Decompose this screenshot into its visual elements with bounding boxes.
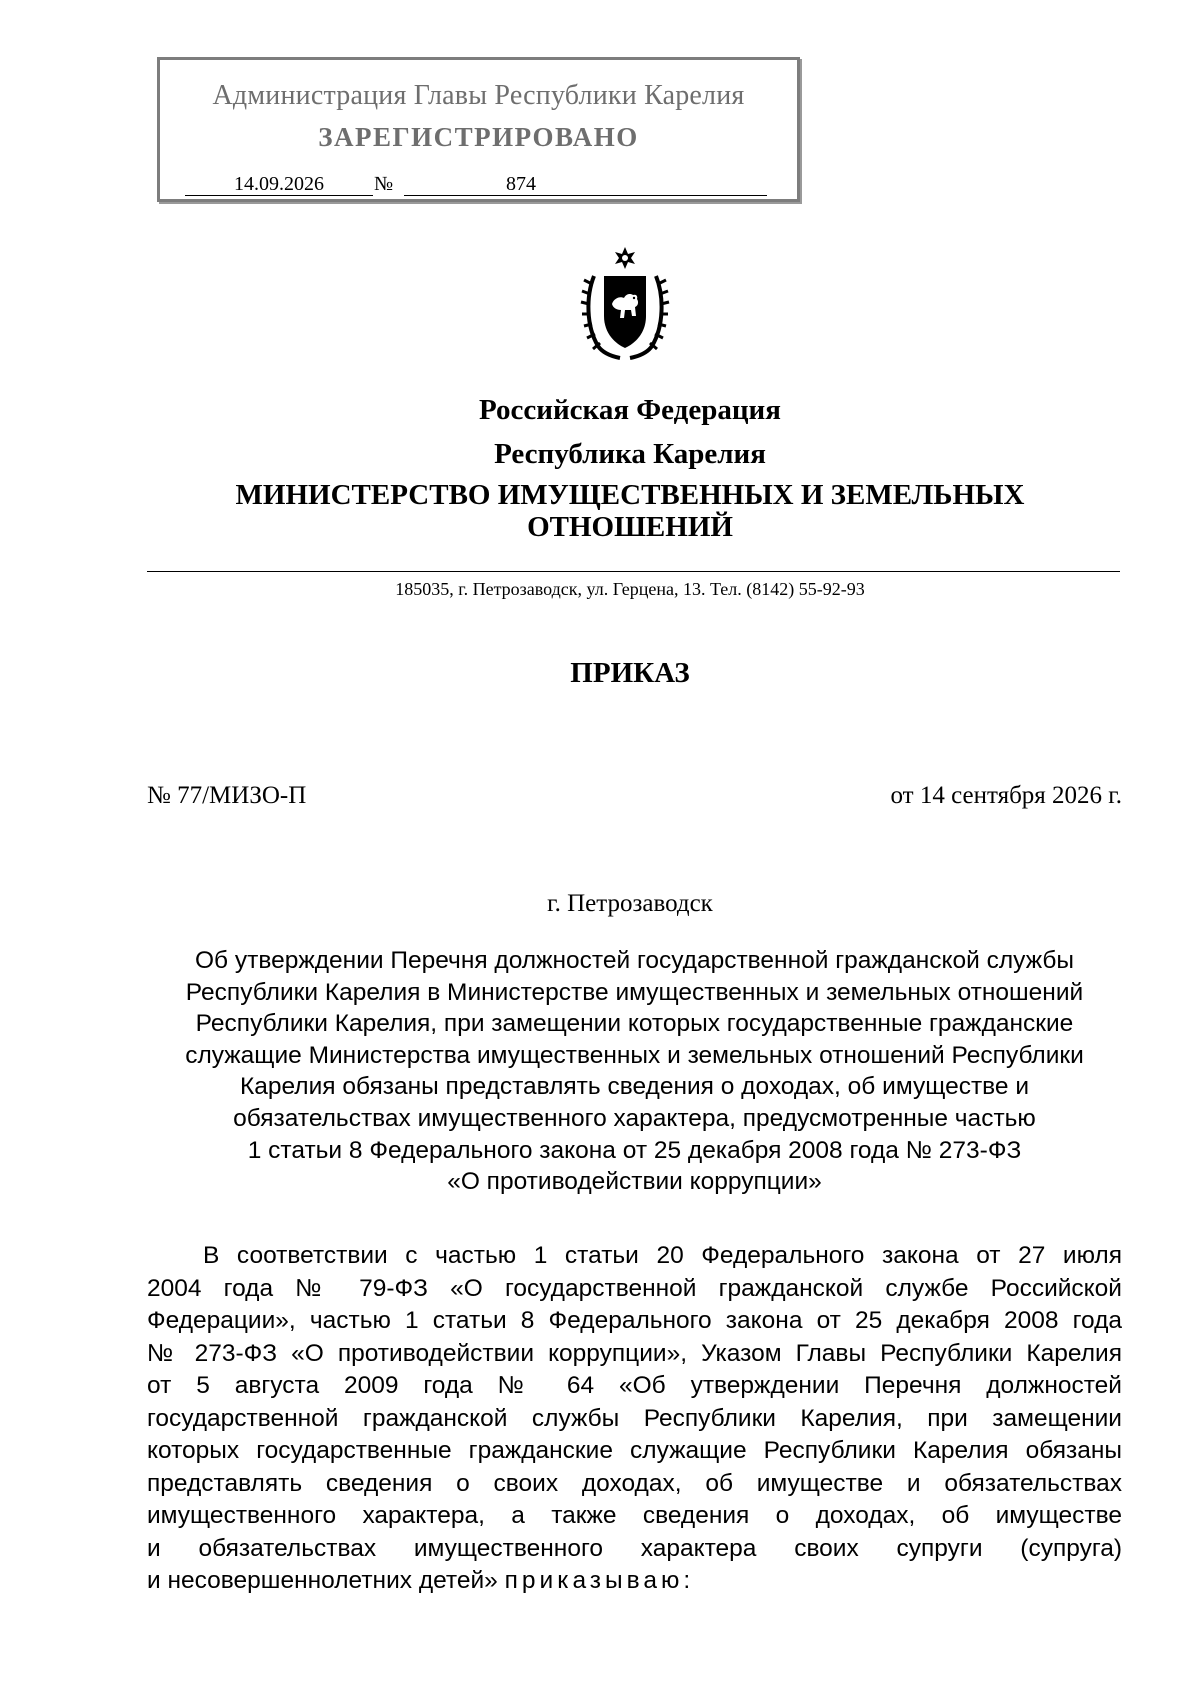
header-divider: [147, 571, 1120, 572]
body-line: государственной гражданской службы Республики Карелия, при замещении: [147, 1404, 1122, 1432]
body-last-line: [147, 1565, 1122, 1598]
body-line: № 273-ФЗ «О противодействии коррупции», Указом Главы Республики Карелия: [147, 1339, 1122, 1367]
subject-line: 1 статьи 8 Федерального закона от 25 декабря 2008 года № 273-ФЗ: [247, 1136, 1022, 1164]
country-heading: Российская Федерация: [479, 394, 781, 426]
subject-line: Республики Карелия в Министерстве имущественных и земельных отношений: [185, 978, 1084, 1006]
stamp-date: 14.09.2026: [185, 173, 373, 196]
body-line: представлять сведения о своих доходах, об имуществе и обязательствах: [147, 1469, 1122, 1497]
ministry-address: 185035, г. Петрозаводск, ул. Герцена, 13. Тел. (8142) 55-92-93: [395, 579, 865, 599]
republic-of-karelia-coat-of-arms-icon: [580, 246, 670, 361]
stamp-number: 874: [404, 173, 767, 196]
ministry-heading-line2: ОТНОШЕНИЙ: [527, 511, 733, 543]
registration-stamp: [157, 57, 800, 202]
stamp-registered-label: ЗАРЕГИСТРИРОВАНО: [318, 122, 639, 152]
body-line: от 5 августа 2009 года № 64 «Об утверждении Перечня должностей: [147, 1372, 1122, 1399]
subject-line: Об утверждении Перечня должностей государственной гражданской службы: [195, 947, 1074, 974]
order-preamble: [147, 1240, 1122, 1598]
body-line: В соответствии с частью 1 статьи 20 Федерального закона от 27 июля: [203, 1242, 1122, 1269]
document-title: ПРИКАЗ: [570, 657, 690, 689]
subject-line: Карелия обязаны представлять сведения о доходах, об имуществе и: [239, 1073, 1030, 1101]
ministry-heading-line1: МИНИСТЕРСТВО ИМУЩЕСТВЕННЫХ И ЗЕМЕЛЬНЫХ: [235, 479, 1025, 511]
body-line: которых государственные гражданские служащие Республики Карелия обязаны: [147, 1437, 1122, 1464]
subject-line: Республики Карелия, при замещении которых государственные гражданские: [195, 1010, 1074, 1038]
subject-line: обязательствах имущественного характера, предусмотренные частью: [233, 1104, 1036, 1132]
subject-line: «О противодействии коррупции»: [447, 1168, 822, 1196]
issue-city: г. Петрозаводск: [547, 890, 713, 917]
body-last-text: и несовершеннолетних детей»: [147, 1567, 498, 1594]
order-date: от 14 сентября 2026 г.: [890, 782, 1122, 809]
order-verb: приказываю:: [504, 1567, 695, 1594]
body-line: 2004 года № 79-ФЗ «О государственной гражданской службе Российской: [147, 1274, 1122, 1302]
body-line: Федерации», частью 1 статьи 8 Федерального закона от 25 декабря 2008 года: [147, 1307, 1122, 1334]
body-line: и обязательствах имущественного характера своих супруги (супруга): [147, 1534, 1122, 1562]
order-subject: [147, 945, 1122, 1198]
region-heading: Республика Карелия: [494, 438, 766, 470]
star-icon: [615, 247, 635, 269]
order-number: № 77/МИЗО-П: [147, 782, 307, 809]
stamp-authority: Администрация Главы Республики Карелия: [212, 80, 745, 111]
stamp-number-sign: №: [374, 173, 394, 195]
subject-line: служащие Министерства имущественных и земельных отношений Республики: [185, 1041, 1084, 1069]
body-line: имущественного характера, а также сведения о доходах, об имуществе: [147, 1502, 1122, 1529]
